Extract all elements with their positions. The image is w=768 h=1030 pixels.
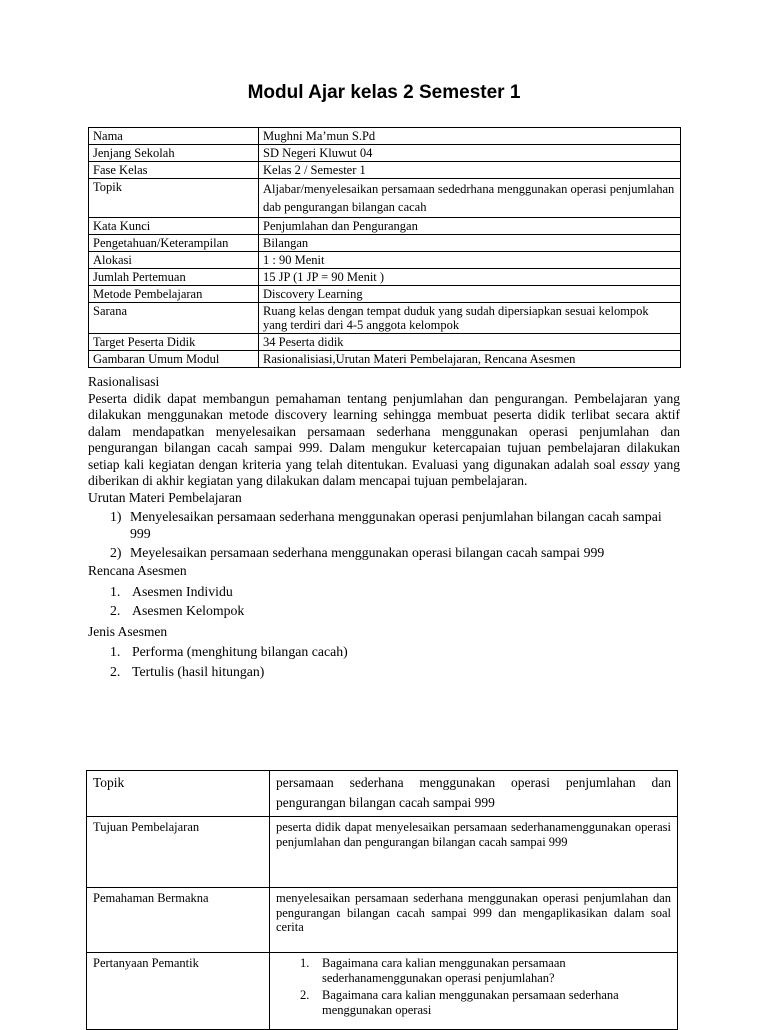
- rencana-list: [88, 582, 680, 621]
- module-info-table: [88, 127, 681, 368]
- info-value: 15 JP (1 JP = 90 Menit ): [259, 269, 681, 286]
- table-row: [89, 252, 681, 269]
- topik-label: Topik: [87, 771, 270, 817]
- jenis-heading: Jenis Asesmen: [88, 623, 168, 639]
- list-number: 1.: [300, 956, 310, 970]
- module-body: [88, 374, 680, 684]
- table-row: [87, 817, 678, 888]
- info-label: Metode Pembelajaran: [89, 286, 259, 303]
- info-label: Nama: [89, 128, 259, 145]
- table-row: [89, 128, 681, 145]
- table-row: [89, 145, 681, 162]
- tujuan-label: Tujuan Pembelajaran: [87, 817, 270, 888]
- list-text: Menyelesaikan persamaan sederhana menggunakan operasi penjumlahan bilangan cacah sampai 999: [130, 509, 662, 541]
- list-number: 1.: [110, 583, 121, 599]
- info-label: Jenjang Sekolah: [89, 145, 259, 162]
- pertanyaan-label: Pertanyaan Pemantik: [87, 953, 270, 1030]
- table-row: [89, 162, 681, 179]
- urutan-heading: Urutan Materi Pembelajaran: [88, 489, 242, 505]
- info-value: Kelas 2 / Semester 1: [259, 162, 681, 179]
- info-label: Fase Kelas: [89, 162, 259, 179]
- rasionalisasi-text-end: yang diberikan di akhir kegiatan yang dilakukan dalam mencapai tujuan pembelajaran.: [88, 456, 680, 488]
- list-item: [88, 601, 680, 621]
- jenis-list: [88, 642, 680, 681]
- pertanyaan-value: [270, 953, 678, 1030]
- info-label: Gambaran Umum Modul: [89, 351, 259, 368]
- info-value: Rasionalisiasi,Urutan Materi Pembelajaran, Rencana Asesmen: [259, 351, 681, 368]
- list-item: [276, 956, 671, 985]
- rasionalisasi-text: Peserta didik dapat membangun pemahaman tentang penjumlahan dan pengurangan. Pembelajaran yang dilakukan menggunakan metode discovery learning sehingga membuat peserta didik terlibat secara aktif dalam mendapatkan menyelesaikan persamaan sederhana menggunakan operasi penjumlahan dan pengurangan bilangan cacah sampai 999. Dalam mengukur ketercapaian tujuan pembelajaran dilakukan setiap kali kegiatan dengan kriteria yang telah ditentukan. Evaluasi yang digunakan adalah soal: [88, 390, 680, 472]
- table-row: [87, 953, 678, 1030]
- list-number: 2): [110, 545, 122, 560]
- info-label: Topik: [89, 179, 259, 218]
- table-row: [89, 269, 681, 286]
- info-value: 1 : 90 Menit: [259, 252, 681, 269]
- table-row: [87, 888, 678, 953]
- list-number: 2.: [110, 663, 121, 679]
- list-item: [88, 544, 680, 561]
- info-value: Discovery Learning: [259, 286, 681, 303]
- list-item: [88, 642, 680, 662]
- list-number: 1): [110, 509, 122, 524]
- info-value: Penjumlahan dan Pengurangan: [259, 218, 681, 235]
- rencana-heading: Rencana Asesmen: [88, 563, 187, 578]
- info-value: Mughni Ma’mun S.Pd: [259, 128, 681, 145]
- table-row: [89, 303, 681, 334]
- info-label: Target Peserta Didik: [89, 334, 259, 351]
- info-label: Kata Kunci: [89, 218, 259, 235]
- list-text: Bagaimana cara kalian menggunakan persamaan sederhanamenggunakan operasi penjumlahan?: [322, 956, 566, 985]
- table-row: [89, 286, 681, 303]
- pemahaman-value: menyelesaikan persamaan sederhana menggunakan operasi penjumlahan dan pengurangan bilangan cacah sampai 999 dan mengaplikasikan dalam soal cerita: [270, 888, 678, 953]
- info-label: Sarana: [89, 303, 259, 334]
- info-value: 34 Peserta didik: [259, 334, 681, 351]
- table-row: [89, 179, 681, 218]
- info-value: Bilangan: [259, 235, 681, 252]
- topik-value: persamaan sederhana menggunakan operasi penjumlahan dan pengurangan bilangan cacah sampai 999: [270, 771, 678, 817]
- list-item: [88, 508, 680, 542]
- info-value: Aljabar/menyelesaikan persamaan sededrhana menggunakan operasi penjumlahan dab pengurangan bilangan cacah: [259, 179, 681, 218]
- table-row: [89, 351, 681, 368]
- rasionalisasi-heading: Rasionalisasi: [88, 374, 160, 389]
- urutan-list: [88, 508, 680, 561]
- list-number: 1.: [110, 644, 121, 659]
- list-text: Meyelesaikan persamaan sederhana menggunakan operasi bilangan cacah sampai 999: [130, 545, 605, 560]
- list-number: 2.: [110, 603, 121, 618]
- info-label: Jumlah Pertemuan: [89, 269, 259, 286]
- info-value: SD Negeri Kluwut 04: [259, 145, 681, 162]
- pemahaman-label: Pemahaman Bermakna: [87, 888, 270, 953]
- list-text: Asesmen Individu: [132, 583, 233, 599]
- list-number: 2.: [300, 988, 310, 1002]
- list-text: Performa (menghitung bilangan cacah): [132, 644, 348, 659]
- info-label: Pengetahuan/Keterampilan: [89, 235, 259, 252]
- table-row: [89, 334, 681, 351]
- pertanyaan-list: [276, 956, 671, 1017]
- list-text: Tertulis (hasil hitungan): [132, 663, 265, 679]
- rasionalisasi-paragraph: [88, 391, 680, 490]
- info-label: Alokasi: [89, 252, 259, 269]
- list-item: [276, 988, 671, 1017]
- topik-table: [86, 770, 678, 1030]
- list-text: Asesmen Kelompok: [132, 603, 245, 618]
- info-value: Ruang kelas dengan tempat duduk yang sudah dipersiapkan sesuai kelompok yang terdiri dari 4-5 anggota kelompok: [259, 303, 681, 334]
- list-item: [88, 662, 680, 682]
- list-text: Bagaimana cara kalian menggunakan persamaan sederhana menggunakan operasi: [322, 988, 619, 1017]
- list-item: [88, 582, 680, 602]
- table-row: [89, 235, 681, 252]
- table-row: [89, 218, 681, 235]
- rasionalisasi-emphasis: essay: [620, 456, 650, 472]
- page-title: Modul Ajar kelas 2 Semester 1: [247, 82, 521, 103]
- tujuan-value: peserta didik dapat menyelesaikan persamaan sederhanamenggunakan operasi penjumlahan dan pengurangan bilangan cacah sampai 999: [270, 817, 678, 888]
- table-row: [87, 771, 678, 817]
